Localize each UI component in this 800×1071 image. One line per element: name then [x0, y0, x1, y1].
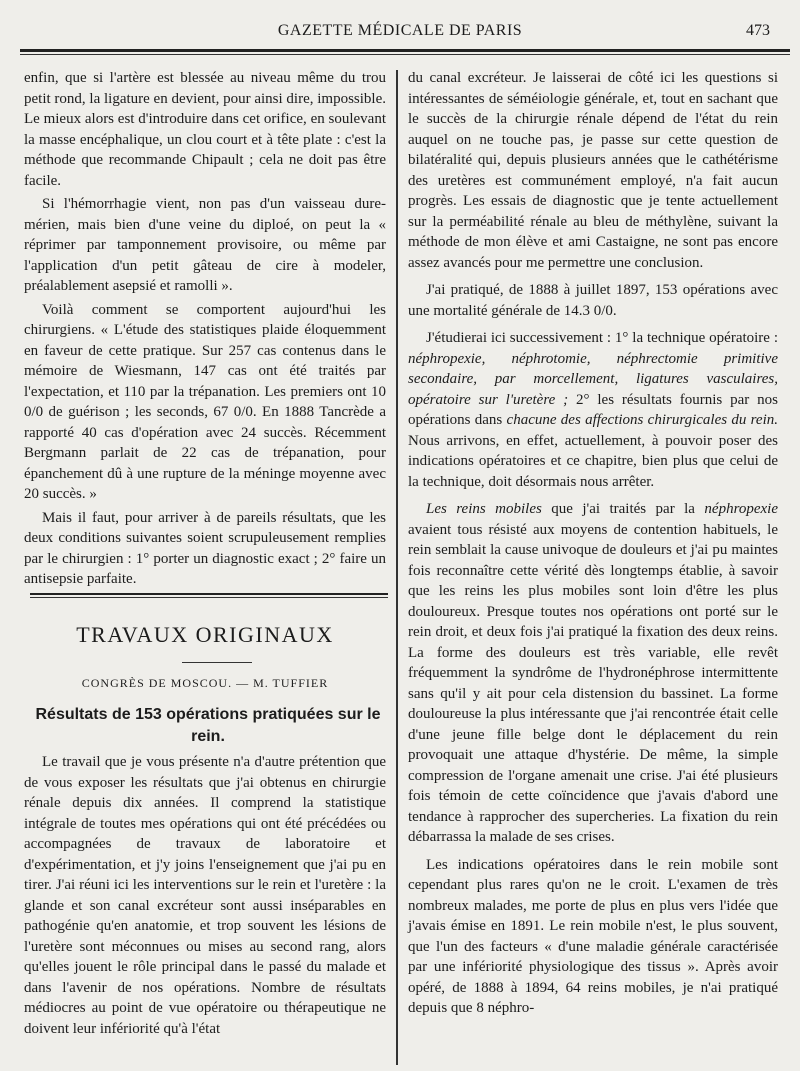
header-rule: [20, 49, 790, 52]
paragraph: Mais il faut, pour arriver à de pareils résultats, que les deux conditions suivantes soient scrupuleusement remplies par le chirurgien : 1° porter un diagnostic exact ; 2° faire un antisepsie parfaite.: [24, 509, 386, 587]
paragraph: enfin, que si l'artère est blessée au niveau même du trou petit rond, la ligature en devient, pour ainsi dire, impossible. Le mieux alors est d'introduire dans cet orifice, en soulevant la masse encéphalique, un clou court et à tête plate : c'est la méthode que recommande Chipault ; cela ne doit pas être facile.: [24, 70, 386, 189]
italic-run: Les reins mobiles: [426, 501, 542, 517]
left-column: [24, 68, 386, 590]
text-run: que j'ai traités par la: [541, 501, 705, 517]
title-underline: [182, 662, 252, 663]
text-run: 2° les résultats fournis par nos opérations dans: [408, 391, 778, 428]
section-rule: [30, 593, 388, 595]
page-number: 473: [746, 22, 770, 39]
right-column: [408, 68, 778, 1019]
paragraph: Voilà comment se comportent aujourd'hui les chirurgiens. « L'étude des statistiques plaide éloquemment en faveur de cette pratique. Sur 257 cas contenus dans le mémoire de Wiesmann, 147 cas ont été traités par l'expectation, et 110 par la trépanation. Les premiers ont 10 0/0 de guérison ; les seconds, 67 0/0. En 1888 Tancrède a rapporté 40 cas d'opération avec 24 succès. Récemment Bergmann parlait de 22 cas de trépanation, pour épanchement dû à une rupture de la méninge moyenne avec 20 succès. »: [24, 301, 386, 502]
paragraph: [408, 499, 778, 848]
article-body-left: [24, 752, 386, 1039]
page-header: [20, 14, 780, 44]
journal-title: GAZETTE MÉDICALE DE PARIS: [277, 22, 523, 39]
section-title: TRAVAUX ORIGINAUX: [76, 622, 334, 647]
section-rule-thin: [30, 597, 388, 598]
paragraph: [408, 328, 778, 492]
paragraph: Si l'hémorrhagie vient, non pas d'un vaisseau dure-mérien, mais bien d'une veine du diploé, on peut la « réprimer par tamponnement provisoire, ou même par l'application d'un petit gâteau de cire à modeler, préalablement asepsié et ramolli ».: [24, 196, 386, 294]
text-run: avaient tous résisté aux moyens de contention habituels, le rein semblait la cause univoque de douleurs et j'ai pu maintes fois reconnaître cette vérité dès longtemps établie, à savoir que les reins les plus mobiles sont loin d'être les plus douloureux. Presque toutes nos opérations ont porté sur le rein droit, et deux fois j'ai pratiqué la fixation des deux reins. La forme des douleurs est très variable, elle revêt fréquemment la syndrôme de l'hydronéphrose intermittente sans qu'il y ait pour cela distension du bassinet. La forme douloureuse la plus intéressante que j'ai rencontrée était celle d'une jeune fille belge dont le déplacement du rein provoquait une attaque d'hystérie. De même, la simple compression de l'organe amenait une crise. J'ai été plusieurs fois témoin de cette coïncidence que j'avais d'abord une tendance à rapprocher des supercheries. La fixation du rein débarrassa la malade de ses crises.: [408, 521, 778, 845]
column-divider: [396, 70, 398, 1065]
paragraph: du canal excréteur. Je laisserai de côté ici les questions si intéressantes de séméiologie générale, et, tout en sachant que le succès de la chirurgie rénale dépend de l'état du rein auquel on ne touche pas, je passe sur cette question de bilatéralité qui, depuis plusieurs années que le cathétérisme des uretères est communément employé, n'a fait aucun progrès. Les essais de diagnostic que je tente actuellement sur la perméabilité rénale au bleu de méthylène, suivant la méthode de mon élève et ami Castaigne, ne sont pas encore assez avancés pour me permettre une conclusion.: [408, 70, 778, 271]
text-run: J'étudierai ici successivement : 1° la technique opératoire :: [426, 330, 778, 346]
paragraph: Les indications opératoires dans le rein mobile sont cependant plus rares qu'on ne le croit. L'examen de très nombreux malades, me porte de plus en plus vers l'idée que j'avais émise en 1891. Le rein mobile n'est, le plus souvent, que l'un des facteurs « d'une maladie générale caractérisée par une infériorité physiologique des tissus ». Après avoir opéré, de 1888 à 1894, 64 reins mobiles, je n'ai pratiqué depuis que 8 néphro-: [408, 856, 778, 1016]
paragraph: J'ai pratiqué, de 1888 à juillet 1897, 153 opérations avec une mortalité générale de 14.3 0/0.: [408, 282, 778, 319]
article-title: Résultats de 153 opérations pratiquées sur le rein.: [35, 706, 381, 745]
paragraph: Le travail que je vous présente n'a d'autre prétention que de vous exposer les résultats que j'ai obtenus en chirurgie rénale depuis dix années. Il comprend la statistique intégrale de toutes mes opérations qui ont été précédées ou accompagnées de travaux de laboratoire et d'expérimentation, et j'y joins l'enseignement que j'ai pu en tirer. J'ai réuni ici les interventions sur le rein et l'uretère : la glande et son canal excréteur sont aussi inséparables en pathogénie qu'en anatomie, et trop souvent les lésions de l'uretère sont méconnues ou mises au second rang, alors qu'elles jouent le rôle principal dans le passé du malade et dans l'avenir de nos opérations. Nombre de résultats médiocres au point de vue opératoire ou thérapeutique ne doivent leur infériorité qu'à l'état: [24, 754, 386, 1037]
text-run: Nous arrivons, en effet, actuellement, à pouvoir poser des indications opératoires et ce chapitre, bien plus que celui de la technique, doit désormais nous arrêter.: [408, 432, 778, 490]
header-rule-thin: [20, 54, 790, 55]
italic-run: néphropexie, néphrotomie, néphrectomie primitive secondaire, par morcellement, ligatures vasculaires, opératoire sur l'uretère ;: [408, 350, 778, 408]
italic-run: néphropexie: [704, 501, 778, 517]
italic-run: chacune des affections chirurgicales du rein.: [506, 412, 779, 428]
congress-byline: CONGRÈS DE MOSCOU. — M. TUFFIER: [81, 676, 329, 690]
